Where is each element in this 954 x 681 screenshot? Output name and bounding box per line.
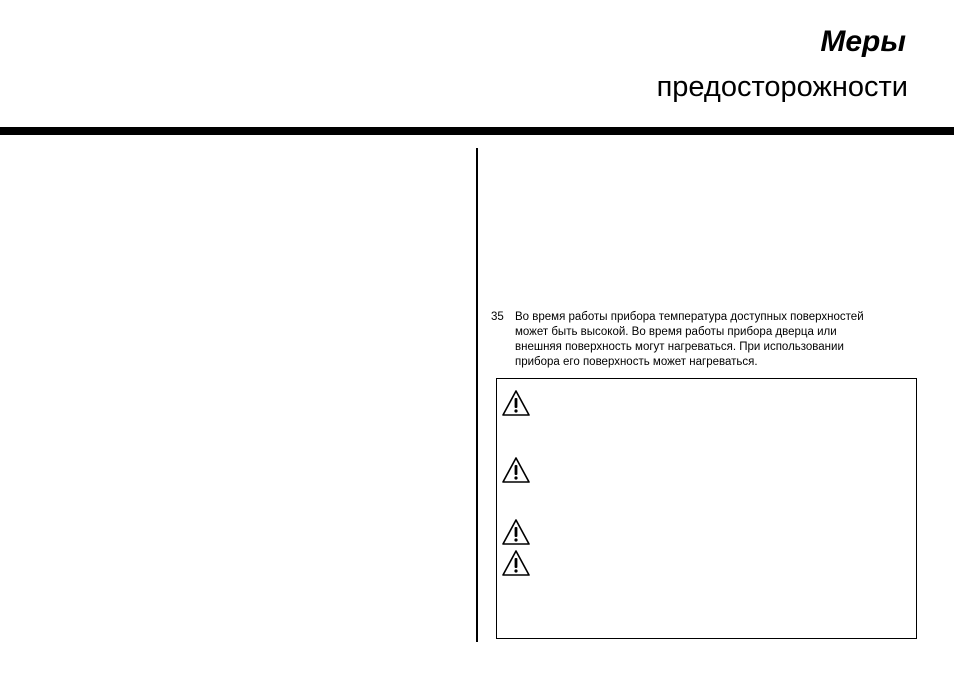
header-rule	[0, 127, 954, 135]
warning-box	[496, 378, 917, 639]
item-text-line: может быть высокой. Во время работы прибора дверца или	[515, 326, 837, 338]
item-number: 35	[491, 311, 504, 323]
warning-triangle-icon	[501, 389, 531, 417]
warning-triangle-icon	[501, 456, 531, 484]
warning-triangle-icon	[501, 549, 531, 577]
page-title-line1: Меры	[820, 25, 906, 58]
item-text	[515, 310, 931, 370]
item-text-line: Во время работы прибора температура доступных поверхностей	[515, 311, 864, 323]
warning-triangle-icon	[501, 518, 531, 546]
item-text-line: прибора его поверхность может нагреваться.	[515, 356, 758, 368]
page-title-line2: предосторожности	[656, 71, 908, 103]
item-text-line: внешняя поверхность могут нагреваться. При использовании	[515, 341, 844, 353]
column-divider	[476, 148, 478, 642]
